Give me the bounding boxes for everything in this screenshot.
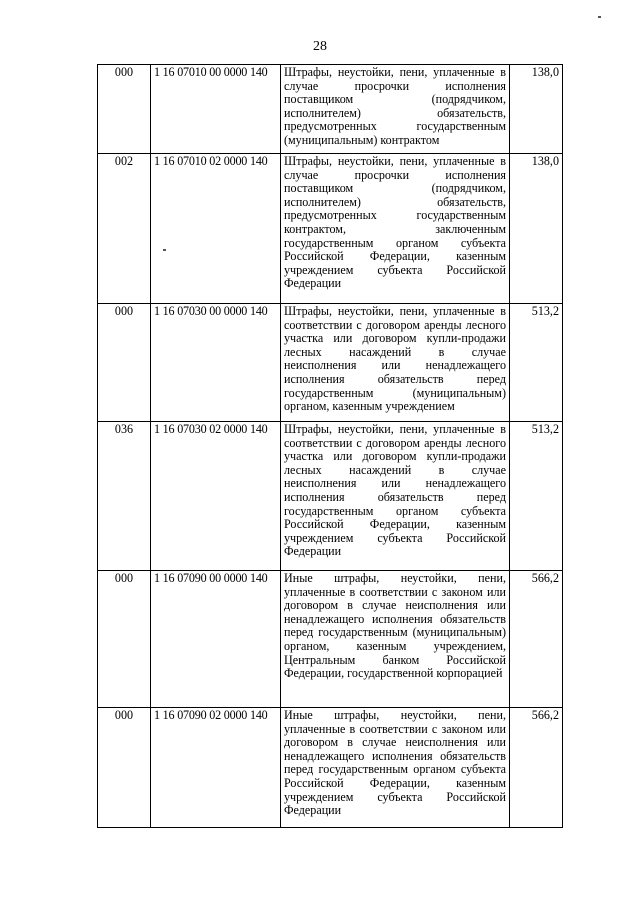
revenue-name-cell: Штрафы, неустойки, пени, уплаченные в случае просрочки исполнения поставщиком (подрядчиком, исполнителем) обязательств, предусмотренных государственным (муниципальным) контрактом (281, 65, 510, 154)
revenue-name-cell: Иные штрафы, неустойки, пени, уплаченные в соответствии с законом или договором в случае неисполнения или ненадлежащего исполнения обязательств перед государственным органом субъекта Российской Федерации, казенным учреждением субъекта Российской Федерации (281, 708, 510, 828)
scan-speck (598, 16, 601, 18)
page-number: 28 (313, 39, 327, 54)
admin-code-cell: 000 (98, 708, 151, 828)
revenue-name-cell: Штрафы, неустойки, пени, уплаченные в соответствии с договором аренды лесного участка или договором купли-продажи лесных насаждений в случае неисполнения или ненадлежащего исполнения обязательств перед государственным (муниципальным) органом, казенным учреждением (281, 304, 510, 422)
admin-code-cell: 000 (98, 571, 151, 708)
budget-code-cell: 1 16 07030 00 0000 140 (151, 304, 281, 422)
revenue-table (97, 64, 563, 828)
table-row (98, 422, 563, 571)
revenue-name-cell: Штрафы, неустойки, пени, уплаченные в случае просрочки исполнения поставщиком (подрядчиком, исполнителем) обязательств, предусмотренных государственным контрактом, заключенным государственным органом субъекта Российской Федерации, казенным учреждением субъекта Российской Федерации (281, 154, 510, 304)
table-row (98, 65, 563, 154)
revenue-name-cell: Иные штрафы, неустойки, пени, уплаченные в соответствии с законом или договором в случае неисполнения или ненадлежащего исполнения обязательств перед государственным (муниципальным) органом, казенным учреждением, Центральным банком Российской Федерации, государственной корпорацией (281, 571, 510, 708)
revenue-name-cell: Штрафы, неустойки, пени, уплаченные в соответствии с договором аренды лесного участка или договором купли-продажи лесных насаждений в случае неисполнения или ненадлежащего исполнения обязательств перед государственным органом субъекта Российской Федерации, казенным учреждением субъекта Российской Федерации (281, 422, 510, 571)
budget-code-cell: 1 16 07010 02 0000 140 (151, 154, 281, 304)
scan-speck (163, 249, 166, 251)
budget-code-cell: 1 16 07090 02 0000 140 (151, 708, 281, 828)
amount-cell: 138,0 (510, 154, 563, 304)
table-row (98, 304, 563, 422)
admin-code-cell: 000 (98, 304, 151, 422)
amount-cell: 513,2 (510, 422, 563, 571)
admin-code-cell: 002 (98, 154, 151, 304)
budget-code-cell: 1 16 07030 02 0000 140 (151, 422, 281, 571)
amount-cell: 138,0 (510, 65, 563, 154)
budget-code-cell: 1 16 07010 00 0000 140 (151, 65, 281, 154)
table-row (98, 708, 563, 828)
table-row (98, 571, 563, 708)
amount-cell: 566,2 (510, 708, 563, 828)
amount-cell: 513,2 (510, 304, 563, 422)
admin-code-cell: 000 (98, 65, 151, 154)
admin-code-cell: 036 (98, 422, 151, 571)
table-row (98, 154, 563, 304)
amount-cell: 566,2 (510, 571, 563, 708)
budget-code-cell: 1 16 07090 00 0000 140 (151, 571, 281, 708)
